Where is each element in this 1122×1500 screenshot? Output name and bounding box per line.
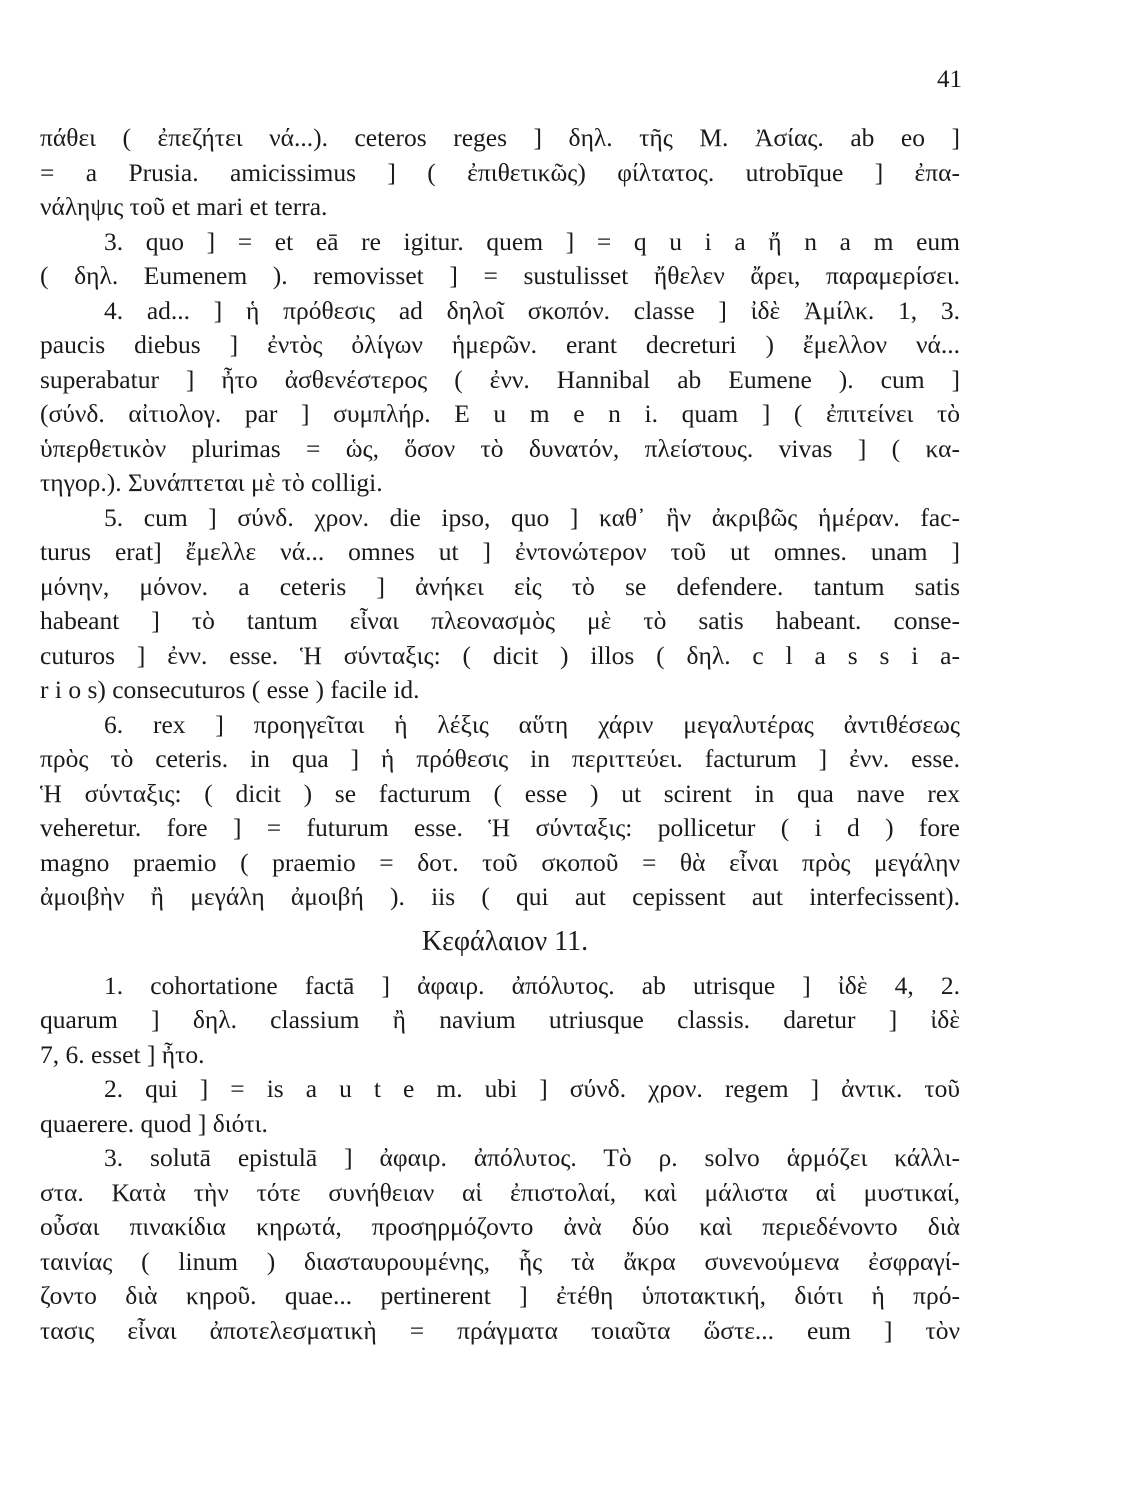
commentary-text xyxy=(40,121,960,1348)
text-line: τηγορ.). Συνάπτεται μὲ τὸ colligi. xyxy=(40,468,383,497)
text-line: magno praemio ( praemio = δοτ. τοῦ σκοποῦ = θὰ εἶναι πρὸς μεγάλην xyxy=(40,847,960,877)
text-line: paucis diebus ] ἐντὸς ὀλίγων ἡμερῶν. erant decreturi ) ἔμελλον νά... xyxy=(40,330,960,359)
text-line: 1. cohortatione factā ] ἀφαιρ. ἀπόλυτος. ab utrisque ] ἰδὲ 4, 2. xyxy=(104,970,960,1000)
text-line: 3. quo ] = et eā re igitur. quem ] = q u i a ἤ n a m eum xyxy=(104,226,960,256)
text-line: veheretur. fore ] = futurum esse. Ἡ σύνταξις: pollicetur ( i d ) fore xyxy=(40,813,960,842)
text-line: superabatur ] ἦτο ἀσθενέστερος ( ἐνν. Hannibal ab Eumene ). cum ] xyxy=(40,364,960,394)
section-before-chapter xyxy=(40,121,960,915)
text-line: cuturos ] ἐνν. esse. Ἡ σύνταξις: ( dicit ) illos ( δηλ. c l a s s i a- xyxy=(40,640,960,670)
text-line: quaerere. quod ] διότι. xyxy=(40,1108,268,1138)
text-line: ὑπερθετικὸν plurimas = ὡς, ὅσον τὸ δυνατόν, πλείστους. vivas ] ( κα- xyxy=(40,433,960,463)
text-line: Ἡ σύνταξις: ( dicit ) se facturum ( esse ) ut scirent in qua nave rex xyxy=(40,778,960,808)
text-line: habeant ] τὸ tantum εἶναι πλεονασμὸς μὲ τὸ satis habeant. conse- xyxy=(40,606,960,635)
text-line: οὖσαι πινακίδια κηρωτά, προσηρμόζοντο ἀνὰ δύο καὶ περιεδένοντο διὰ xyxy=(40,1212,960,1241)
text-line: 7, 6. esset ] ἦτο. xyxy=(40,1039,205,1069)
text-line: νάληψις τοῦ et mari et terra. xyxy=(40,192,328,221)
chapter-heading: Κεφάλαιον 11. xyxy=(421,925,589,957)
text-line: στα. Κατὰ τὴν τότε συνήθειαν αἱ ἐπιστολαί, καὶ μάλιστα αἱ μυστικαί, xyxy=(40,1177,960,1207)
text-line: r i o s) consecuturos ( esse ) facile id. xyxy=(40,675,420,704)
text-line: ἀμοιβὴν ἢ μεγάλη ἀμοιβή ). iis ( qui aut cepissent aut interfecissent). xyxy=(40,882,960,911)
text-line: πάθει ( ἐπεζήτει νά...). ceteros reges ] δηλ. τῆς Μ. Ἀσίας. ab eo ] xyxy=(40,123,960,152)
text-line: μόνην, μόνον. a ceteris ] ἀνήκει εἰς τὸ se defendere. tantum satis xyxy=(40,571,960,601)
page-number: 41 xyxy=(937,66,962,93)
text-line: 4. ad... ] ἡ πρόθεσις ad δηλοῖ σκοπόν. classe ] ἰδὲ Ἀμίλκ. 1, 3. xyxy=(104,295,960,325)
text-line: 2. qui ] = is a u t e m. ubi ] σύνδ. χρον. regem ] ἀντικ. τοῦ xyxy=(104,1074,960,1103)
text-line: (σύνδ. αἰτιολογ. par ] συμπλήρ. E u m e n i. quam ] ( ἐπιτείνει τὸ xyxy=(40,399,960,428)
text-line: ( δηλ. Eumenem ). removisset ] = sustulisset ἤθελεν ἄρει, παραμερίσει. xyxy=(40,261,960,290)
text-line: 6. rex ] προηγεῖται ἡ λέξις αὕτη χάριν μεγαλυτέρας ἀντιθέσεως xyxy=(104,709,960,739)
text-line: turus erat] ἔμελλε νά... omnes ut ] ἐντονώτερον τοῦ ut omnes. unam ] xyxy=(40,537,960,566)
text-line: quarum ] δηλ. classium ἢ navium utriusque classis. daretur ] ἰδὲ xyxy=(40,1005,960,1034)
text-line: = a Prusia. amicissimus ] ( ἐπιθετικῶς) φίλτατος. utrobīque ] ἐπα- xyxy=(40,157,960,187)
text-line: ταινίας ( linum ) διασταυρουμένης, ἧς τὰ ἄκρα συνενούμενα ἐσφραγί- xyxy=(40,1246,960,1276)
text-line: 3. solutā epistulā ] ἀφαιρ. ἀπόλυτος. Τὸ ρ. solvo ἁρμόζει κάλλι- xyxy=(104,1143,960,1172)
section-after-chapter xyxy=(40,969,960,1349)
text-line: τασις εἶναι ἀποτελεσματικὴ = πράγματα τοιαῦτα ὥστε... eum ] τὸν xyxy=(40,1315,960,1345)
text-line: 5. cum ] σύνδ. χρον. die ipso, quo ] καθ᾽ ἣν ἀκριβῶς ἡμέραν. fac- xyxy=(104,502,960,532)
text-line: πρὸς τὸ ceteris. in qua ] ἡ πρόθεσις in περιττεύει. facturum ] ἐνν. esse. xyxy=(40,744,960,773)
text-line: ζοντο διὰ κηροῦ. quae... pertinerent ] ἐτέθη ὑποτακτική, διότι ἡ πρό- xyxy=(40,1281,960,1310)
